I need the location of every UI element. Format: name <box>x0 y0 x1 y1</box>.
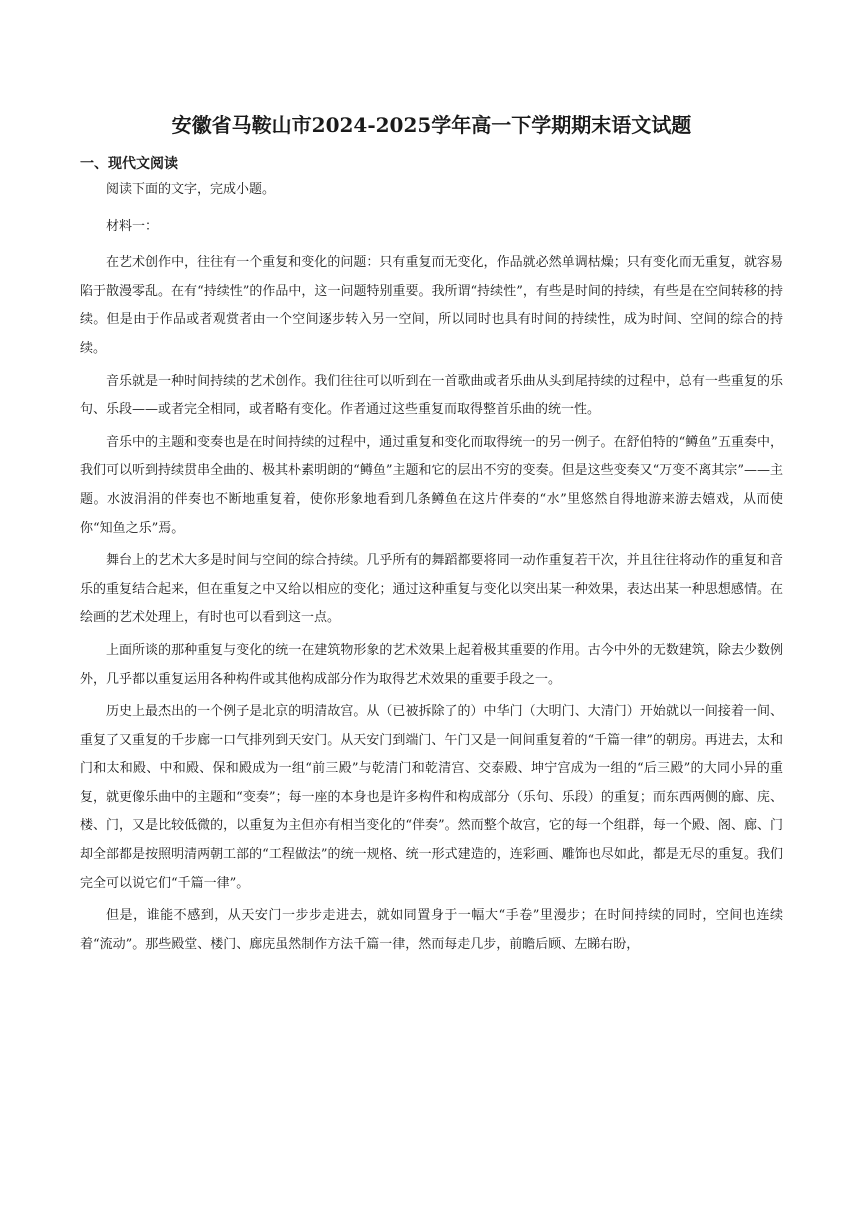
body-paragraph: 舞台上的艺术大多是时间与空间的综合持续。几乎所有的舞蹈都要将同一动作重复若干次，并且往往将动作的重复和音乐的重复结合起来，但在重复之中又给以相应的变化；通过这种重复与变化以突出某一种效果，表达出某一种思想感情。在绘画的艺术处理上，有时也可以看到这一点。 <box>80 553 783 626</box>
body-paragraph: 在艺术创作中，往往有一个重复和变化的问题：只有重复而无变化，作品就必然单调枯燥；只有变化而无重复，就容易陷于散漫零乱。在有“持续性”的作品中，这一问题特别重要。我所谓“持续性”，有些是时间的持续，有些是在空间转移的持续。但是由于作品或者观赏者由一个空间逐步转入另一空间，所以同时也具有时间的持续性，成为时间、空间的综合的持续。 <box>80 255 783 356</box>
document-title: 安徽省马鞍山市2024-2025学年高一下学期期末语文试题 <box>171 113 692 137</box>
body-paragraph: 音乐中的主题和变奏也是在时间持续的过程中，通过重复和变化而取得统一的另一例子。在舒伯特的“鳟鱼”五重奏中，我们可以听到持续贯串全曲的、极其朴素明朗的“鳟鱼”主题和它的层出不穷的变奏。但是这些变奏又“万变不离其宗”——主题。水波涓涓的伴奏也不断地重复着，使你形象地看到几条鳟鱼在这片伴奏的“水”里悠然自得地游来游去嬉戏，从而使你“知鱼之乐”焉。 <box>80 434 783 536</box>
document-page <box>80 110 783 963</box>
body-paragraph: 但是，谁能不感到，从天安门一步步走进去，就如同置身于一幅大“手卷”里漫步；在时间持续的同时，空间也连续着“流动”。那些殿堂、楼门、廊庑虽然制作方法千篇一律，然而每走几步，前瞻后顾、左睇右盼， <box>80 908 783 952</box>
instruction-text: 阅读下面的文字，完成小题。 <box>106 182 276 197</box>
body-paragraph: 音乐就是一种时间持续的艺术创作。我们往往可以听到在一首歌曲或者乐曲从头到尾持续的过程中，总有一些重复的乐句、乐段——或者完全相同，或者略有变化。作者通过这些重复而取得整首乐曲的统一性。 <box>80 373 783 418</box>
body-paragraph: 历史上最杰出的一个例子是北京的明清故宫。从（已被拆除了的）中华门（大明门、大清门）开始就以一间接着一间、重复了又重复的千步廊一口气排列到天安门。从天安门到端门、午门又是一间间重复着的“千篇一律”的朝房。再进去，太和门和太和殿、中和殿、保和殿成为一组“前三殿”与乾清门和乾清宫、交泰殿、坤宁宫成为一组的“后三殿”的大同小异的重复，就更像乐曲中的主题和“变奏”；每一座的本身也是许多构件和构成部分（乐句、乐段）的重复；而东西两侧的廊、庑、楼、门，又是比较低微的，以重复为主但亦有相当变化的“伴奏”。然而整个故宫，它的每一个组群，每一个殿、阁、廊、门却全部都是按照明清两朝工部的“工程做法”的统一规格、统一形式建造的，连彩画、雕饰也尽如此，都是无尽的重复。我们完全可以说它们“千篇一律”。 <box>80 704 783 891</box>
section-heading: 一、现代文阅读 <box>80 156 178 172</box>
body-paragraph: 上面所谈的那种重复与变化的统一在建筑物形象的艺术效果上起着极其重要的作用。古今中外的无数建筑，除去少数例外，几乎都以重复运用各种构件或其他构成部分作为取得艺术效果的重要手段之一。 <box>80 642 783 687</box>
material-label: 材料一： <box>106 218 159 234</box>
